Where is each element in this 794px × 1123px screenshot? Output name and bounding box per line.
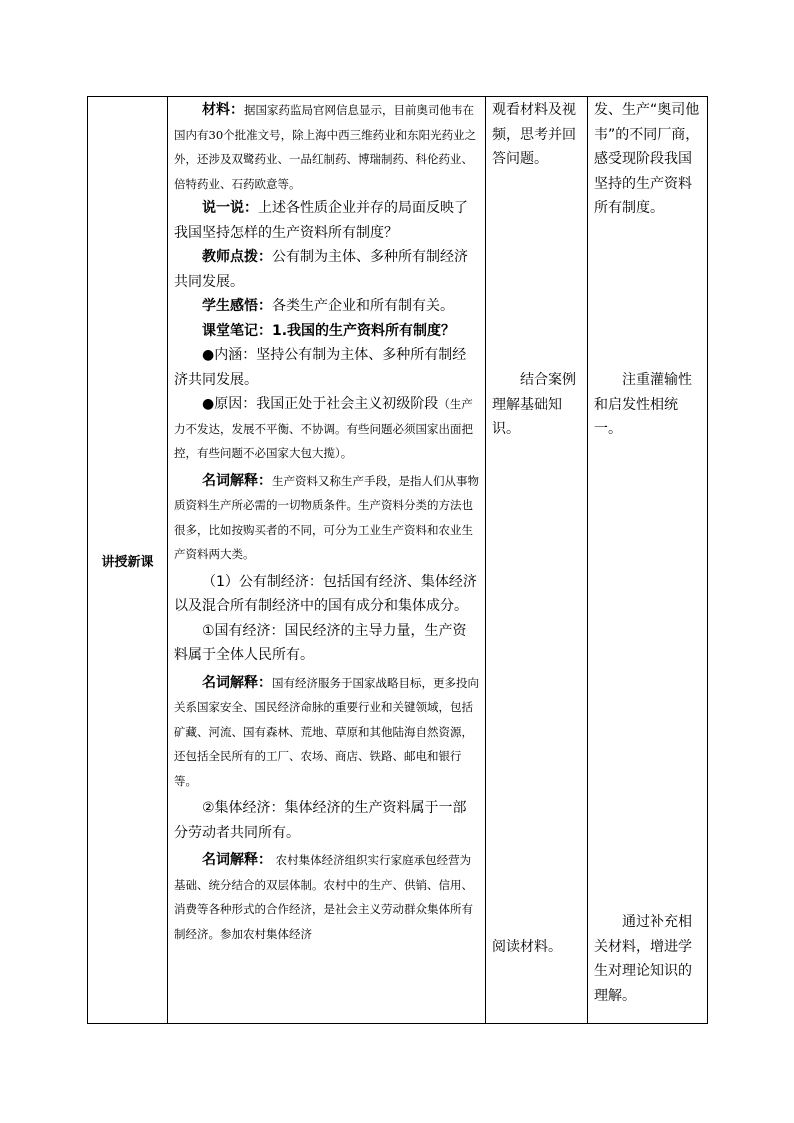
teacher-guidance-paragraph: 教师点拨：公有制为主体、多种所有制经济共同发展。 — [174, 249, 468, 290]
material-paragraph: 材料：据国家药监局官网信息显示，目前奥司他韦在国内有30个批准文号，除上海中西三维药业和东阳光药业之外，还涉及双鹭药业、一品红制药、博瑞制药、科伦药业、倍特药业、石药欧意等。 — [174, 102, 477, 191]
student-activity-2: 结合案例理解基础知识。 — [492, 372, 576, 437]
design-intent-2: 注重灌输性和启发性相统一。 — [594, 372, 692, 437]
stage-cell — [88, 97, 168, 1024]
public-economy-paragraph: （1）公有制经济：包括国有经济、集体经济以及混合所有制经济中的国有成分和集体成分。 — [174, 573, 477, 614]
connotation-paragraph: ●内涵：坚持公有制为主体、多种所有制经济共同发展。 — [174, 347, 467, 388]
student-reflection-paragraph: 学生感悟：各类生产企业和所有制有关。 — [202, 298, 454, 314]
stage-label: 讲授新课 — [101, 554, 154, 570]
reason-paragraph: ●原因：我国正处于社会主义初级阶段（生产力不发达，发展不平衡、不协调。有些问题必须国家出面把控，有些问题不必国家大包大揽）。 — [174, 396, 473, 460]
design-intent-cell — [588, 97, 708, 1024]
design-intent-3: 通过补充相关材料，增进学生对理论知识的理解。 — [594, 914, 692, 1004]
student-activity-3: 阅读材料。 — [492, 939, 562, 955]
student-activity-1: 观看材料及视频，思考并回答问题。 — [492, 102, 576, 167]
student-activity-cell — [486, 97, 588, 1024]
term-explanation-1: 名词解释：生产资料又称生产手段，是指人们从事物质资料生产所必需的一切物质条件。生产资料分类的方法也很多，比如按购买者的不同，可分为工业生产资料和农业生产资料两大类。 — [174, 472, 479, 561]
class-notes-heading: 课堂笔记：1.我国的生产资料所有制度？ — [202, 322, 456, 339]
collective-economy-paragraph: ②集体经济：集体经济的生产资料属于一部分劳动者共同所有。 — [174, 800, 467, 841]
state-economy-paragraph: ①国有经济：国民经济的主导力量，生产资料属于全体人民所有。 — [174, 622, 467, 663]
design-intent-1: 发、生产“奥司他韦”的不同厂商，感受现阶段我国坚持的生产资料所有制度。 — [594, 102, 700, 216]
lesson-plan-table — [87, 96, 708, 1024]
teaching-content-cell — [168, 97, 486, 1024]
term-explanation-2: 名词解释：国有经济服务于国家战略目标，更多投向关系国家安全、国民经济命脉的重要行业和关键领域，包括矿藏、河流、国有森林、荒地、草原和其他陆海自然资源，还包括全民所有的工厂、农场、商店、铁路、邮电和银行等。 — [174, 674, 479, 788]
term-explanation-3: 名词解释： 农村集体经济组织实行家庭承包经营为基础、统分结合的双层体制。农村中的生产、供销、信用、消费等各种形式的合作经济，是社会主义劳动群众集体所有制经济。参加农村集体经济 — [174, 852, 473, 941]
discussion-paragraph: 说一说：上述各性质企业并存的局面反映了我国坚持怎样的生产资料所有制度？ — [174, 200, 468, 241]
